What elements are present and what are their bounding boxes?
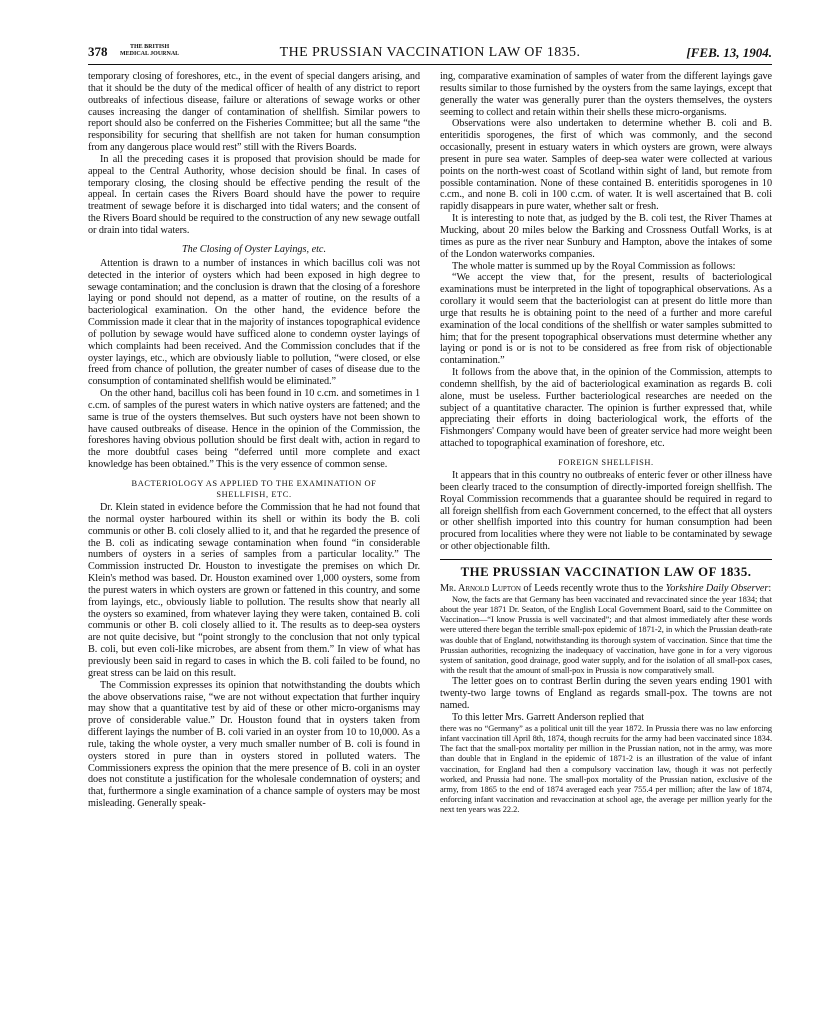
paragraph: temporary closing of foreshores, etc., in the event of special dangers arising, and that it should be the duty of the medical officer of health of any district to report outbreaks of infectious disease, failure or alterations of sewage works or other causes increasing the danger of contamination of shellfish. Similar powers to report should also be conferred on the Fisheries Committee; but all the same “the responsibility for securing that shellfish are not taken for human consumption from any dangerous place would rest” still with the Rivers Boards. [88, 71, 420, 154]
article-divider [440, 559, 772, 560]
paragraph: Dr. Klein stated in evidence before the Commission that he had not found that the normal oyster harboured within its shell or within its body the B. coli communis or other B. coli closely allied to it, and that he regarded the presence of the B. coli as indicating sewage contamination when found “in considerable numbers of oysters in a series of samples from a particular locality.” The Commission instructed Dr. Houston to investigate the premises on which Dr. Klein's method was based. Dr. Houston examined over 1,000 oysters, some from the purest waters in which oysters are grown or fattened in this country, and some from layings, etc., obviously liable to pollution. The results show that nearly all the oysters so examined, from whatever laying they were taken, contained B. coli communis or other B. coli closely allied to it. The results as to deep-sea oysters are not quite decisive, but “point strongly to the conclusion that not only typical B. coli, but even coli-like microbes, are absent from them.” In view of what has previously been said in regard to cases in which the B. coli failed to be found, no great stress can be laid on this result. [88, 502, 420, 679]
issue-date: [FEB. 13, 1904. [686, 45, 772, 60]
paragraph: It appears that in this country no outbreaks of enteric fever or other illness have been clearly traced to the consumption of directly-imported foreign shellfish. The Royal Commission recommends that a guarantee should be required in regard to all foreign shellfish from each Government concerned, to the effect that all oysters or other shellfish imported into this country for human consumption had been procured from localities where they were not liable to be contaminated by sewage or other objectionable filth. [440, 470, 772, 553]
block-quote: “We accept the view that, for the present, results of bacteriological examinations must be interpreted in the light of topographical observations. As a corollary it would seem that the bacteriologist can at present do little more than urge that results he is obtaining point to the need of a further and more careful examination of the local conditions of the shellfish or water samples submitted to him; that for the present topographical observations must determine whether any laying or pond is or is not to be considered as free from risk of objectionable contamination.” [440, 272, 772, 367]
newspaper-name: Yorkshire Daily Observer [665, 582, 769, 594]
paragraph: It is interesting to note that, as judged by the B. coli test, the River Thames at Mucking, about 20 miles below the Barking and Crossness Outfall Works, is at times as pure as the river near Sunbury and Hampton, above the intakes of some of the London waterworks companies. [440, 213, 772, 260]
paragraph: On the other hand, bacillus coli has been found in 10 c.cm. and sometimes in 1 c.cm. of samples of the purest waters in which native oysters are fattened; and the same is true of the oysters themselves. But such oysters have not been shown to have caused outbreaks of disease. Hence in the opinion of the Commission, the foreshores having obvious pollution should be first dealt with, action in regard to the more doubtful cases being “deferred until more complete and exact knowledge has been obtained.” This is the very essence of common sense. [88, 388, 420, 471]
article-byline [440, 583, 772, 595]
section-heading-bacteriology [88, 478, 420, 500]
paragraph: It follows from the above that, in the opinion of the Commission, attempts to condemn shellfish, by the aid of bacteriological examination as regards B. coli alone, must be useless. Further bacteriological researches are needed on the subject of a quantitative character. The opinion is further expressed that, while appreciating their efforts in doing bacteriological work, the efforts of the Fishmongers' Company would have been of greater service had more weight been attached to topographical examination of foreshore, etc. [440, 367, 772, 450]
right-column [440, 71, 772, 1021]
paragraph: The letter goes on to contrast Berlin during the seven years ending 1901 with twenty-two large towns of England as regards small-pox. The towns are not named. [440, 676, 772, 712]
paragraph: In all the preceding cases it is proposed that provision should be made for appeal to the Central Authority, whose decision should be final. In cases of temporary closing, the closing should be effective pending the result of the appeal. In certain cases the Rivers Board should have the power to require treatment of sewage before it is discharged into tidal waters; and the consent of the Rivers Board should be required to the construction of any new sewage outfall or drain into tidal waters. [88, 153, 420, 236]
paragraph: Attention is drawn to a number of instances in which bacillus coli was not detected in the interior of oysters which had been exposed in high degree to sewage contamination; and the conclusion is drawn that the closing of a foreshore laying or pond should not depend, as a matter of routine, on the results of a bacteriological examination. On the other hand, the evidence before the Commission made it clear that in the majority of instances topographical evidence of pollution by sewage would have sufficed alone to condemn oyster layings of which complaints had been received. And the Commission concludes that if the oyster layings, etc., which are obviously liable to pollution, “were closed, or else freed from chance of pollution, the greater number of cases of disease due to the consumption of contaminated shellfish would be eliminated.” [88, 257, 420, 388]
left-column [88, 71, 420, 1021]
journal-name-line1: THE BRITISH [129, 44, 170, 50]
section-heading-line: SHELLFISH, ETC. [216, 490, 292, 499]
author-name: Mr. Arnold Lupton [440, 582, 521, 594]
paragraph: The whole matter is summed up by the Royal Commission as follows: [452, 260, 736, 272]
byline-text: of Leeds recently wrote thus to the [520, 582, 666, 594]
page-number: 378 [88, 44, 108, 59]
paragraph: The Commission expresses its opinion that notwithstanding the doubts which the above observations raise, “we are not without expectation that further inquiry may show that a quantitative test by aid of these or other micro-organisms may prove of considerable value.” Dr. Houston found that in oysters taken from different layings the number of B. coli varied in an oyster from 10 to 10,000. As a rule, taking the whole oyster, a very much smaller number of B. coli is found in oysters stored in pure than in oysters stored in polluted waters. The Commissioners express the opinion that the mere presence of B. coli in an oyster does not constitute a justification for the wholesale condemnation of oysters; and that, furthermore a single examination of a chance sample of oysters may be most misleading. Generally speak- [88, 679, 420, 810]
paragraph: ing, comparative examination of samples of water from the different layings gave results similar to those furnished by the oysters from the same layings, except that generally the water was generally purer than the oysters themselves, the oysters seeming to collect and retain within their shells these micro-organisms. [440, 71, 772, 118]
running-header [88, 44, 772, 66]
section-heading-foreign-shellfish: FOREIGN SHELLFISH. [558, 458, 654, 467]
article-title: THE PRUSSIAN VACCINATION LAW OF 1835. [460, 564, 752, 579]
paragraph: Observations were also undertaken to determine whether B. coli and B. enteritidis sporogenes, the first of which was commonly, and the second occasionally, present in estuary waters in which oysters are grown, were always present in pure sea water. Samples of deep-sea water were collected at various points on the north-west coast of Scotland within sight of land, but remote from possible contamination. None of these contained B. enteritidis sporogenes in 10 c.cm., and none B. coli in 100 c.cm. of water. It is well ascertained that B. coli rapidly disappears in pure water, whether salt or fresh. [440, 118, 772, 213]
byline-end: : [768, 582, 772, 594]
quoted-letter: Now, the facts are that Germany has been vaccinated and revaccinated since the year 1834; that about the year 1871 Dr. Seaton, of the English Local Government Board, said to the Committee on Vaccination—“I know Prussia is well vaccinated”; and that almost immediately after these words were uttered there began the terrible small-pox epidemic of 1871-2, in which the Prussian death-rate was double that of England, notwithstanding its thorough system of vaccination. Since that time the Prussian authorities, recognizing the inadequacy of vaccination, have gone in for a very vigorous system of sanitation, good drainage, good water supply, and for the isolation of all small-pox cases, with the result that the amount of small-pox in Prussia is now comparatively small. [440, 594, 772, 676]
section-heading-line: BACTERIOLOGY AS APPLIED TO THE EXAMINATION OF [131, 479, 377, 488]
journal-name-line2: MEDICAL JOURNAL [120, 51, 180, 57]
header-rule [88, 64, 772, 65]
quoted-reply: there was no “Germany” as a political unit till the year 1872. In Prussia there was no law enforcing infant vaccination till April 8th, 1874, though recruits for the army had been vaccinated since 1834. The fact that the small-pox mortality per million in the Prussian nation, not in the army, was more than double that in England in the epidemic of 1871-2 is an illustration of the value of infant vaccination, for England had then a compulsory vaccination law, though it was not perfectly worked, and Prussia had none. The small-pox mortality of the Prussian nation, exclusive of the army, from 1865 to the end of 1874 averaged each year 755.4 per million; after the law of 1874, enforcing infant vaccination and revaccination at school age, the average per million yearly for the next ten years was 22.2. [440, 723, 772, 815]
section-heading-closing-oyster-layings: The Closing of Oyster Layings, etc. [181, 243, 327, 255]
paragraph: To this letter Mrs. Garrett Anderson replied that [452, 711, 645, 723]
running-title: THE PRUSSIAN VACCINATION LAW OF 1835. [279, 45, 581, 60]
